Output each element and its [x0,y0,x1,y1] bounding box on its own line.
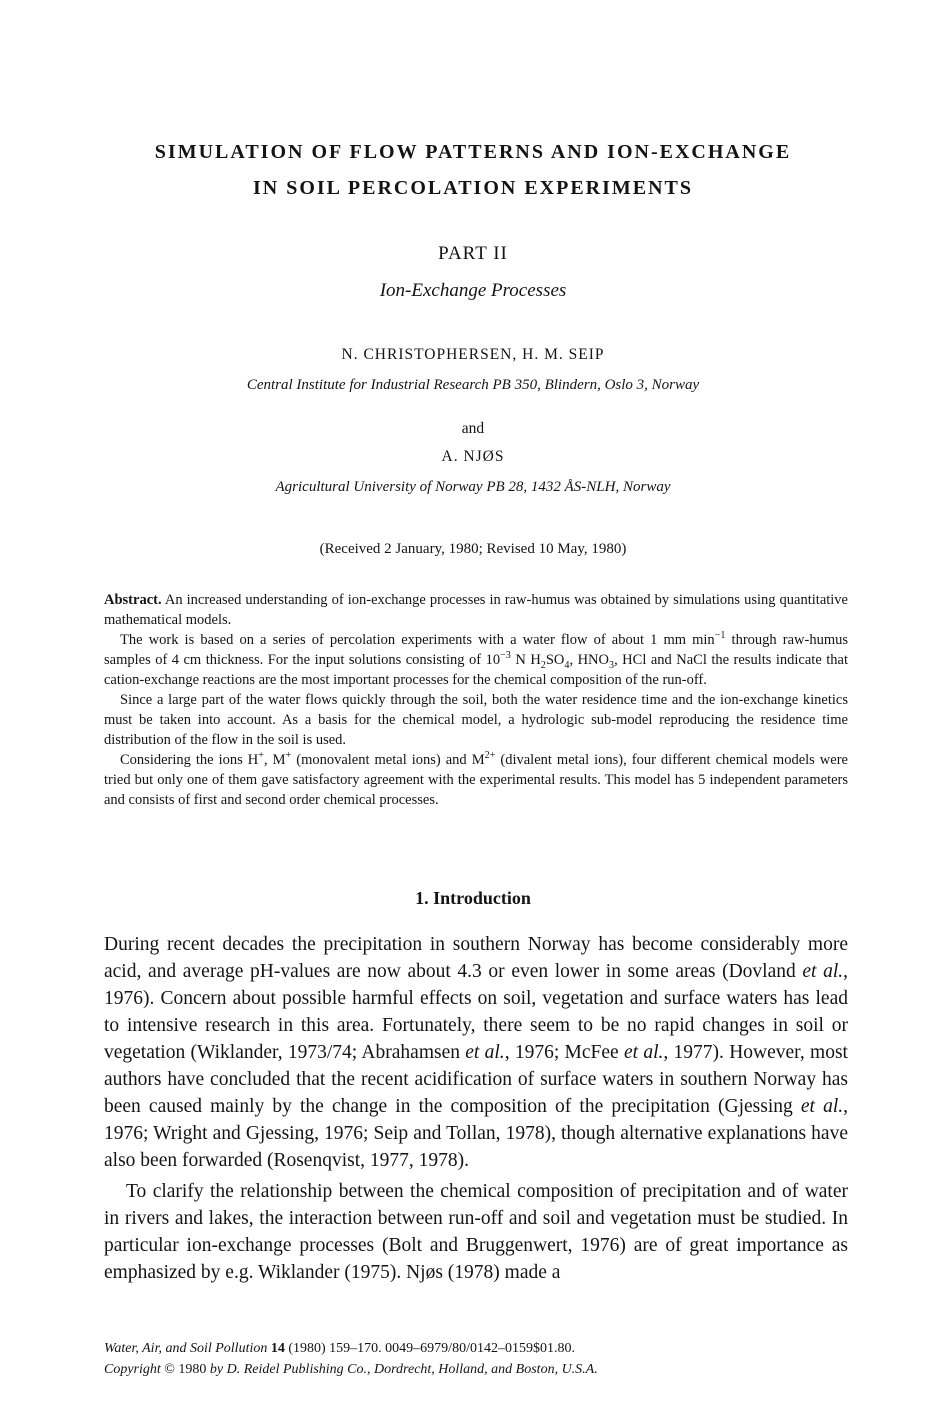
body-text [104,931,848,1286]
journal-footer [104,1338,864,1380]
body-paragraph-1: During recent decades the precipitation in southern Norway has become considerably more acid, and average pH-values are now about 4.3 or even lower in some areas (Dovland et al., 1976). Concern about possible harmful effects on soil, vegetation and surface waters has lead to intensive research in this area. Fortunately, there seem to be no rapid changes in soil or vegetation (Wiklander, 1973/74; Abrahamsen et al., 1976; McFee et al., 1977). However, most authors have concluded that the recent acidification of surface waters in southern Norway has been caused mainly by the change in the composition of the precipitation (Gjessing et al., 1976; Wright and Gjessing, 1976; Seip and Tollan, 1978), though alternative explanations have also been forwarded (Rosenqvist, 1977, 1978). [104,934,849,1171]
authors-primary: N. CHRISTOPHERSEN, H. M. SEIP [341,346,605,363]
abstract-paragraph-2: The work is based on a series of percolation experiments with a water flow of about 1 mm $\min^{-1}$ through raw-humus samples of 4 cm thickness. For the input solutions consisting of $10^{-3}$ N $H_2SO_4$, $HNO_3$, HCl and NaCl the results indicate that cation-exchange reactions are the most important processes for the chemical composition of the run-off. [104,630,849,688]
author-conjunction: and [461,420,485,437]
body-paragraph-2: To clarify the relationship between the chemical composition of precipitation and of water in rivers and lakes, the interaction between run-off and soil and vegetation must be studied. In particular ion-exchange processes (Bolt and Bruggenwert, 1976) are of great importance as emphasized by e.g. Wiklander (1975). Njøs (1978) made a [104,1181,848,1283]
section-heading: 1. Introduction [415,888,531,908]
authors-secondary: A. NJØS [441,448,505,465]
paper-subtitle: Ion-Exchange Processes [379,280,567,301]
abstract-label: Abstract. [104,592,162,608]
abstract-paragraph-3: Since a large part of the water flows quickly through the soil, both the water residence time and the ion-exchange kinetics must be taken into account. As a basis for the chemical model, a hydrologic sub-model reproducing the residence time distribution of the flow in the soil is used. [104,692,848,748]
citation-line: Water, Air, and Soil Pollution 14 (1980) 159–170. 0049–6979/80/0142–0159$01.80. [104,1341,575,1356]
affiliation-primary: Central Institute for Industrial Research PB 350, Blindern, Oslo 3, Norway [246,377,700,393]
affiliation-secondary: Agricultural University of Norway PB 28, 1432 ÅS-NLH, Norway [275,479,671,495]
copyright-line: Copyright © 1980 by D. Reidel Publishing Co., Dordrecht, Holland, and Boston, U.S.A. [104,1362,598,1377]
paper-title [60,134,886,206]
abstract [104,590,848,810]
title-line-1: SIMULATION OF FLOW PATTERNS AND ION-EXCHANGE [154,141,792,163]
title-line-2: IN SOIL PERCOLATION EXPERIMENTS [252,177,694,199]
abstract-paragraph-1: Abstract. An increased understanding of ion-exchange processes in raw-humus was obtained by simulations using quantitative mathematical models. [104,592,848,628]
received-dates: (Received 2 January, 1980; Revised 10 May, 1980) [319,541,627,557]
abstract-paragraph-4: Considering the ions H+, M+ (monovalent metal ions) and $M^{2+}$ (divalent metal ions), four different chemical models were tried but only one of them gave satisfactory agreement with the experimental results. This model has 5 independent parameters and consists of first and second order chemical processes. [104,750,848,808]
part-label: PART II [438,243,508,264]
